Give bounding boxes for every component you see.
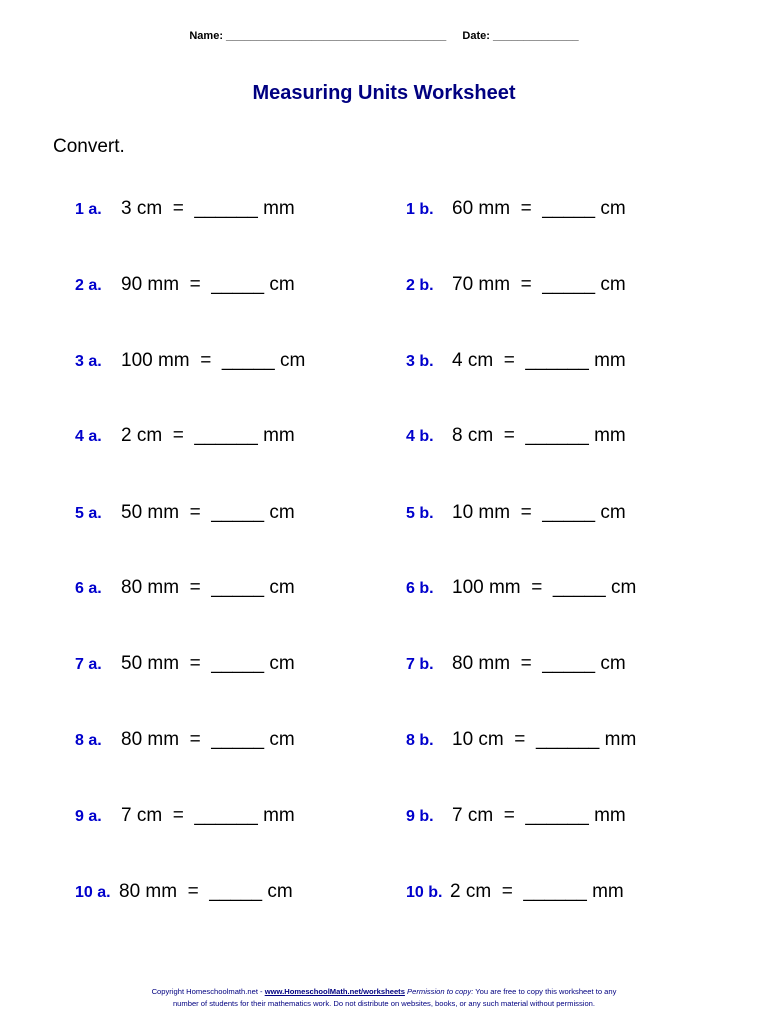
problem-3b <box>406 350 626 372</box>
problem-2b <box>406 274 626 296</box>
problem-3a <box>75 350 305 372</box>
problem-text: 2 cm = ______ mm <box>121 425 295 446</box>
problem-number: 5 b. <box>406 505 434 522</box>
problem-number: 6 a. <box>75 580 102 597</box>
problem-text: 3 cm = ______ mm <box>121 198 295 219</box>
problem-text: 80 mm = _____ cm <box>121 577 295 598</box>
problem-text: 80 mm = _____ cm <box>121 729 295 750</box>
problem-9b <box>406 805 626 827</box>
problem-text: 4 cm = ______ mm <box>452 350 626 371</box>
problem-9a <box>75 805 295 827</box>
problem-text: 2 cm = ______ mm <box>450 881 624 902</box>
problem-number: 3 a. <box>75 353 102 370</box>
problem-text: 80 mm = _____ cm <box>452 653 626 674</box>
problem-text: 50 mm = _____ cm <box>121 653 295 674</box>
problem-text: 70 mm = _____ cm <box>452 274 626 295</box>
problem-10a <box>75 881 293 903</box>
problem-number: 4 a. <box>75 428 102 445</box>
copyright-text: Copyright Homeschoolmath.net - <box>151 987 265 996</box>
footer-line-2: number of students for their mathematics work. Do not distribute on websites, books, or any such material without permission. <box>172 999 596 1008</box>
problem-number: 8 a. <box>75 732 102 749</box>
problem-4a <box>75 425 295 447</box>
problem-number: 2 a. <box>75 277 102 294</box>
problem-text: 60 mm = _____ cm <box>452 198 626 219</box>
problem-number: 9 a. <box>75 808 102 825</box>
problem-text: 50 mm = _____ cm <box>121 502 295 523</box>
problem-1b <box>406 198 626 220</box>
problem-4b <box>406 425 626 447</box>
problem-number: 8 b. <box>406 732 434 749</box>
permission-label: Permission to copy: <box>407 987 474 996</box>
instruction: Convert. <box>53 136 125 157</box>
problem-6b <box>406 577 636 599</box>
problem-5a <box>75 502 295 524</box>
problem-number: 6 b. <box>406 580 434 597</box>
problem-text: 90 mm = _____ cm <box>121 274 295 295</box>
problem-text: 7 cm = ______ mm <box>452 805 626 826</box>
footer-line-1 <box>0 986 768 998</box>
problem-text: 7 cm = ______ mm <box>121 805 295 826</box>
problem-text: 8 cm = ______ mm <box>452 425 626 446</box>
problem-number: 1 b. <box>406 201 434 218</box>
problem-number: 7 b. <box>406 656 434 673</box>
problem-number: 9 b. <box>406 808 434 825</box>
header <box>0 30 768 42</box>
problem-8a <box>75 729 295 751</box>
problem-number: 5 a. <box>75 505 102 522</box>
problem-number: 10 a. <box>75 884 111 901</box>
footer <box>0 986 768 1010</box>
problem-7b <box>406 653 626 675</box>
date-field-label: Date: ______________ <box>462 30 579 42</box>
problem-text: 100 mm = _____ cm <box>452 577 637 598</box>
worksheets-link[interactable]: www.HomeschoolMath.net/worksheets <box>264 987 405 996</box>
problem-10b <box>406 881 624 903</box>
problem-text: 80 mm = _____ cm <box>119 881 293 902</box>
page-title: Measuring Units Worksheet <box>252 82 516 104</box>
problem-2a <box>75 274 295 296</box>
problem-6a <box>75 577 295 599</box>
problem-1a <box>75 198 295 220</box>
permission-text: You are free to copy this worksheet to any <box>473 987 617 996</box>
problem-number: 10 b. <box>406 884 443 901</box>
problem-text: 100 mm = _____ cm <box>121 350 306 371</box>
problem-number: 4 b. <box>406 428 434 445</box>
problem-5b <box>406 502 626 524</box>
problem-8b <box>406 729 636 751</box>
problem-text: 10 cm = ______ mm <box>452 729 637 750</box>
problem-7a <box>75 653 295 675</box>
problem-number: 2 b. <box>406 277 434 294</box>
problem-number: 3 b. <box>406 353 434 370</box>
problem-number: 7 a. <box>75 656 102 673</box>
problem-number: 1 a. <box>75 201 102 218</box>
name-field-label: Name: ____________________________________ <box>189 30 447 42</box>
problem-text: 10 mm = _____ cm <box>452 502 626 523</box>
